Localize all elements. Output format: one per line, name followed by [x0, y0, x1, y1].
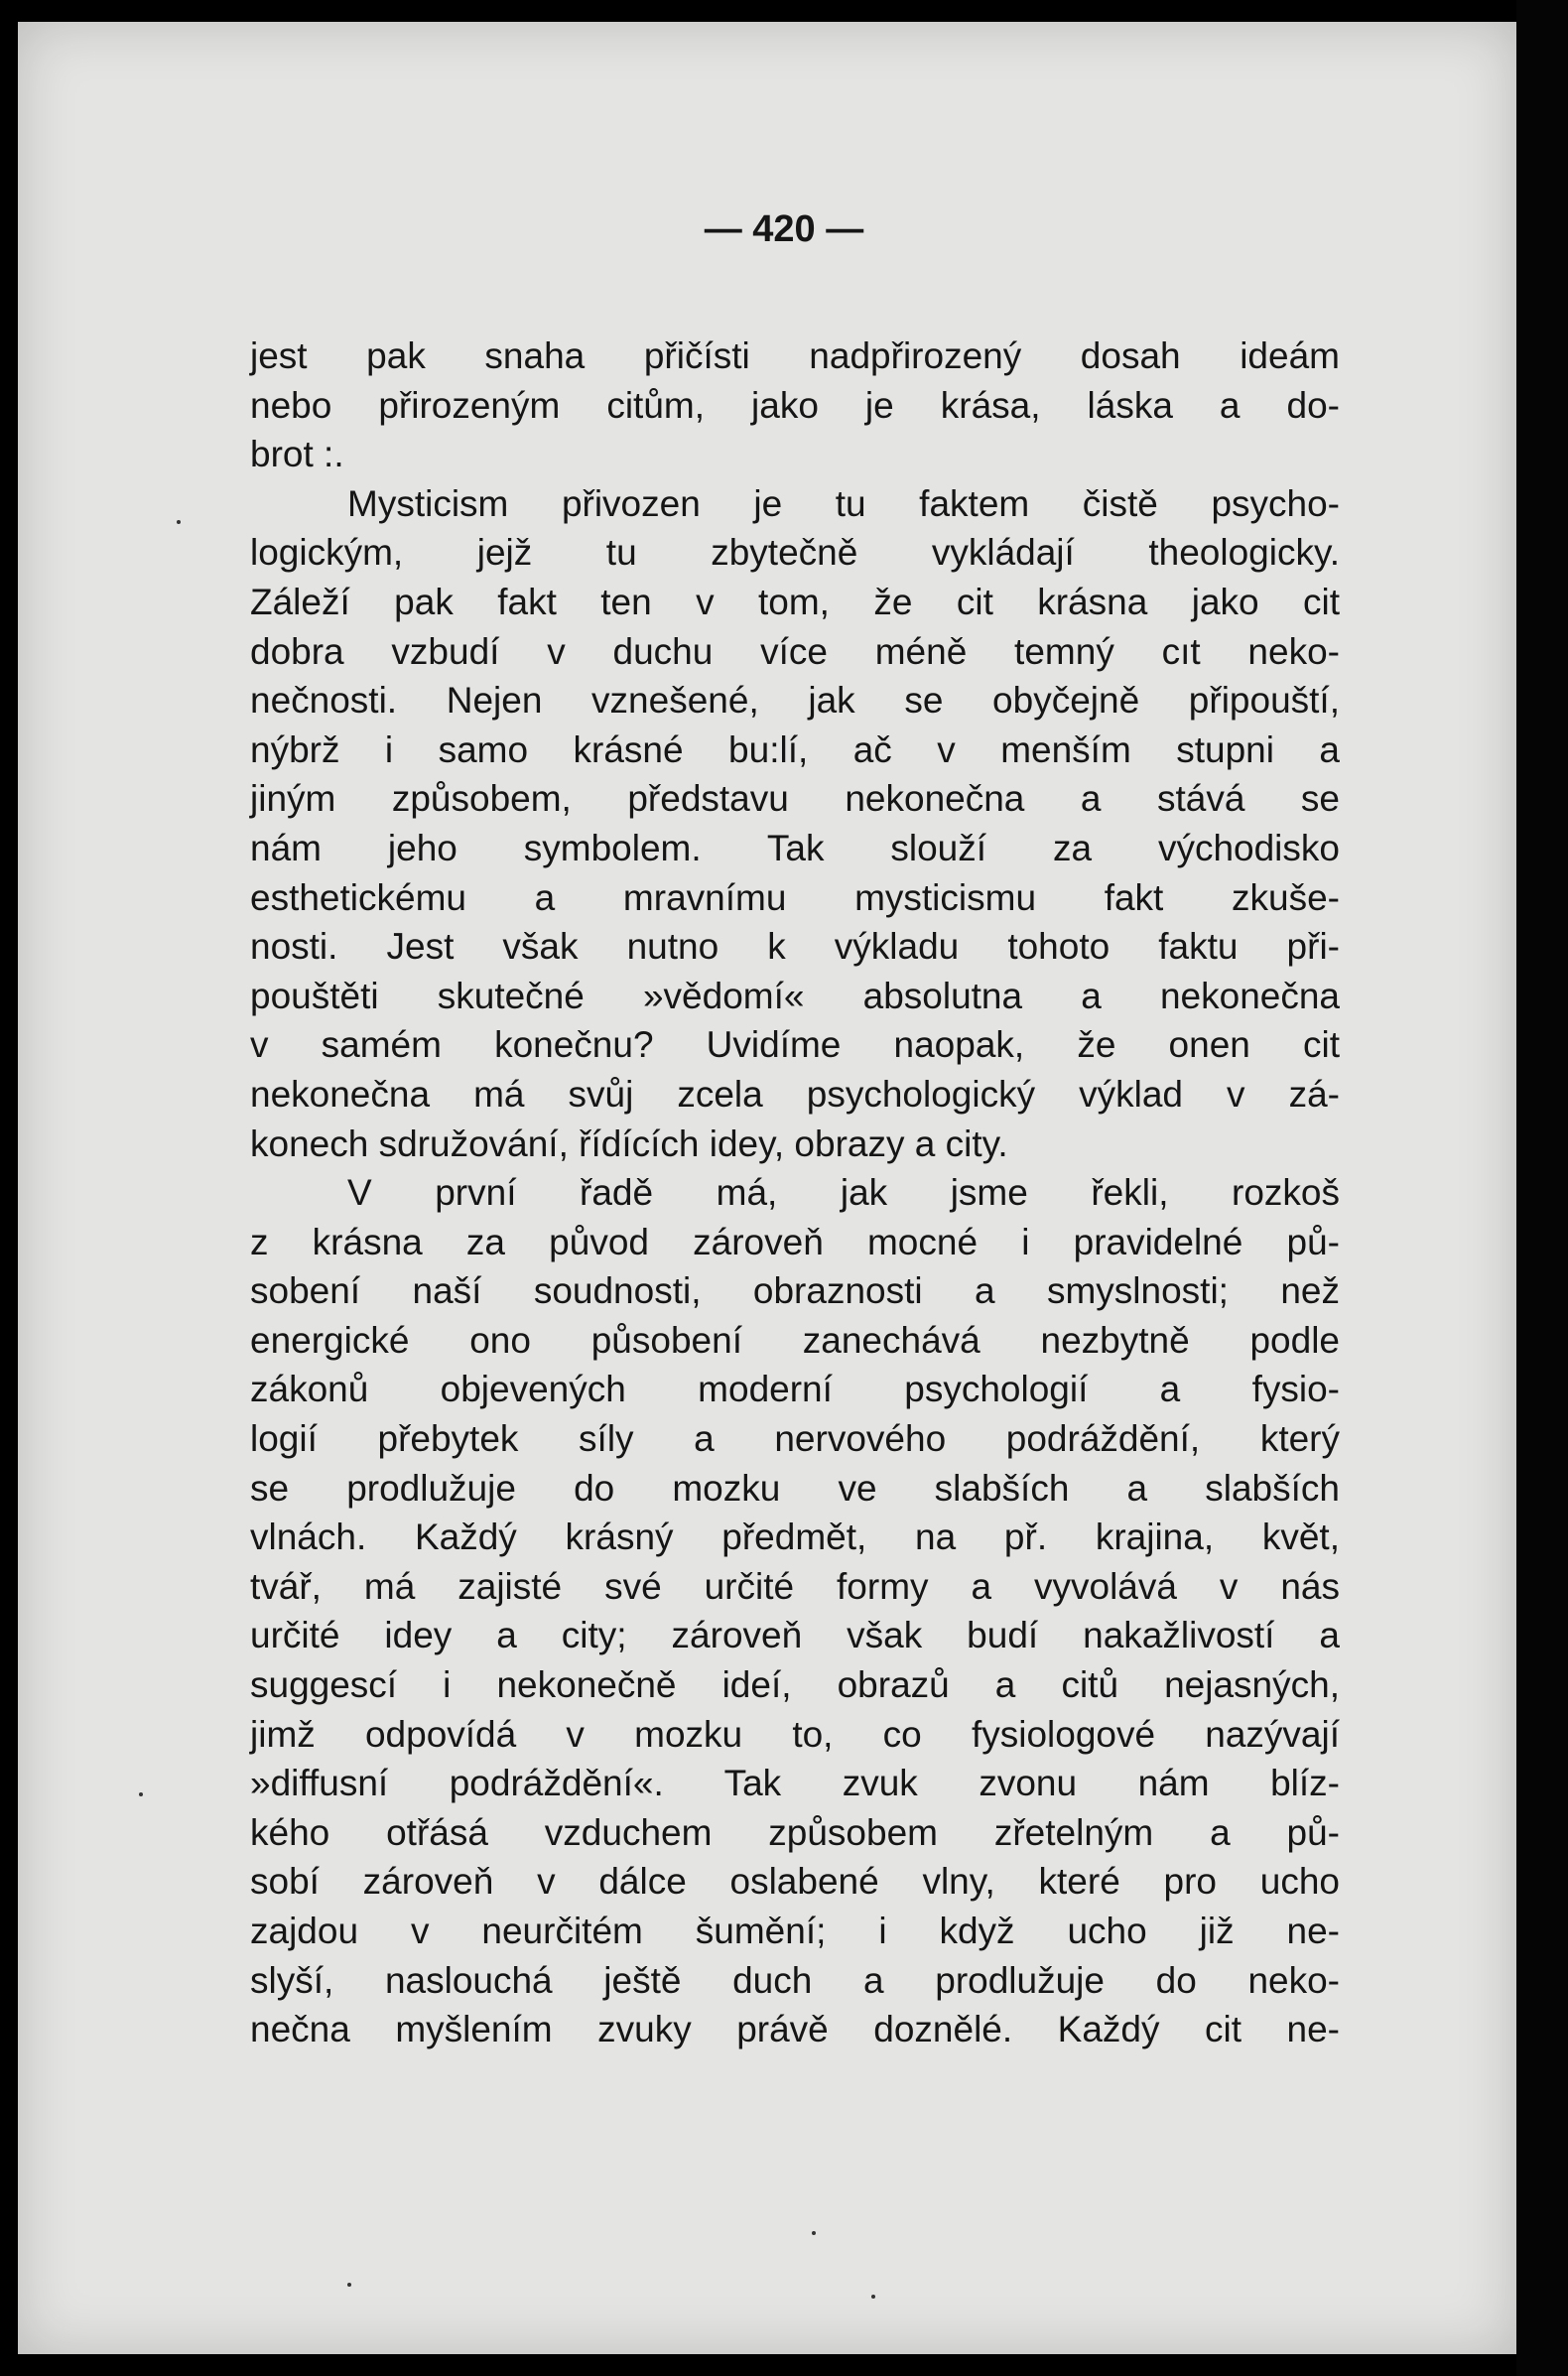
text-line: vlnách. Každý krásný předmět, na př. krajina, květ,: [250, 1517, 1340, 1558]
text-line: energické ono působení zanechává nezbytně podle: [250, 1319, 1340, 1361]
text-line: v samém konečnu? Uvidíme naopak, že onen cit: [250, 1024, 1340, 1066]
text-line: se prodlužuje do mozku ve slabších a slabších: [250, 1467, 1340, 1509]
text-line: suggescí i nekonečně ideí, obrazů a citů nejasných,: [250, 1664, 1340, 1706]
text-line: nýbrž i samo krásné bu:lí, ač v menším stupni a: [250, 728, 1340, 770]
text-line: nosti. Jest však nutno k výkladu tohoto faktu při-: [250, 926, 1340, 968]
text-line: jiným způsobem, představu nekonečna a stává se: [250, 778, 1340, 820]
text-line: nečna myšlením zvuky právě doznělé. Každý cit ne-: [250, 2009, 1340, 2050]
text-line: jest pak snaha přičísti nadpřirozený dosah ideám: [250, 335, 1340, 376]
text-line: nekonečna má svůj zcela psychologický výklad v zá-: [250, 1073, 1340, 1115]
text-line: zákonů objevených moderní psychologií a fysio-: [250, 1369, 1340, 1410]
text-line: pouštěti skutečné »vědomí« absolutna a nekonečna: [250, 975, 1340, 1016]
text-line: »diffusní podráždění«. Tak zvuk zvonu nám blíz-: [250, 1763, 1340, 1804]
text-line: nebo přirozeným citům, jako je krása, láska a do-: [250, 384, 1340, 426]
text-line: dobra vzbudí v duchu více méně temný cıt neko-: [250, 630, 1340, 672]
text-line: Záleží pak fakt ten v tom, že cit krásna jako cit: [250, 581, 1340, 622]
paper-speck: [347, 2283, 351, 2287]
text-line: slyší, naslouchá ještě duch a prodlužuje do neko-: [250, 1959, 1340, 2001]
text-line: tvář, má zajisté své určité formy a vyvolává v nás: [250, 1565, 1340, 1607]
text-line: brot :.: [250, 434, 344, 475]
paper-speck: [812, 2231, 816, 2235]
text-line: z krásna za původ zároveň mocné i pravidelné pů-: [250, 1221, 1340, 1262]
text-line: zajdou v neurčitém šumění; i když ucho již ne-: [250, 1911, 1340, 1951]
paper-speck: [177, 520, 181, 524]
text-line: jimž odpovídá v mozku to, co fysiologové nazývají: [250, 1713, 1340, 1755]
text-line: určité idey a city; zároveň však budí nakažlivostí a: [250, 1615, 1340, 1656]
text-line: V první řadě má, jak jsme řekli, rozkoš: [347, 1172, 1340, 1214]
page-edge-shadow: [1516, 0, 1568, 2376]
text-line: esthetickému a mravnímu mysticismu fakt zkuše-: [250, 876, 1340, 918]
paper-speck: [871, 2295, 875, 2299]
text-line: sobení naší soudnosti, obraznosti a smyslnosti; než: [250, 1270, 1340, 1312]
body-text: [250, 331, 1340, 2054]
page-number: — 420 —: [704, 208, 864, 250]
text-line: Mysticism přivozen je tu faktem čistě psycho-: [347, 482, 1340, 524]
text-line: kého otřásá vzduchem způsobem zřetelným a pů-: [250, 1811, 1340, 1853]
text-line: nám jeho symbolem. Tak slouží za východisko: [250, 827, 1340, 868]
text-line: konech sdružování, řídících idey, obrazy a city.: [250, 1122, 1008, 1164]
text-line: logickým, jejž tu zbytečně vykládají theologicky.: [250, 532, 1340, 574]
text-line: logií přebytek síly a nervového podráždění, který: [250, 1418, 1340, 1460]
paper-speck: [139, 1792, 143, 1796]
text-line: sobí zároveň v dálce oslabené vlny, které pro ucho: [250, 1861, 1340, 1903]
text-line: nečnosti. Nejen vznešené, jak se obyčejně připouští,: [250, 680, 1340, 722]
